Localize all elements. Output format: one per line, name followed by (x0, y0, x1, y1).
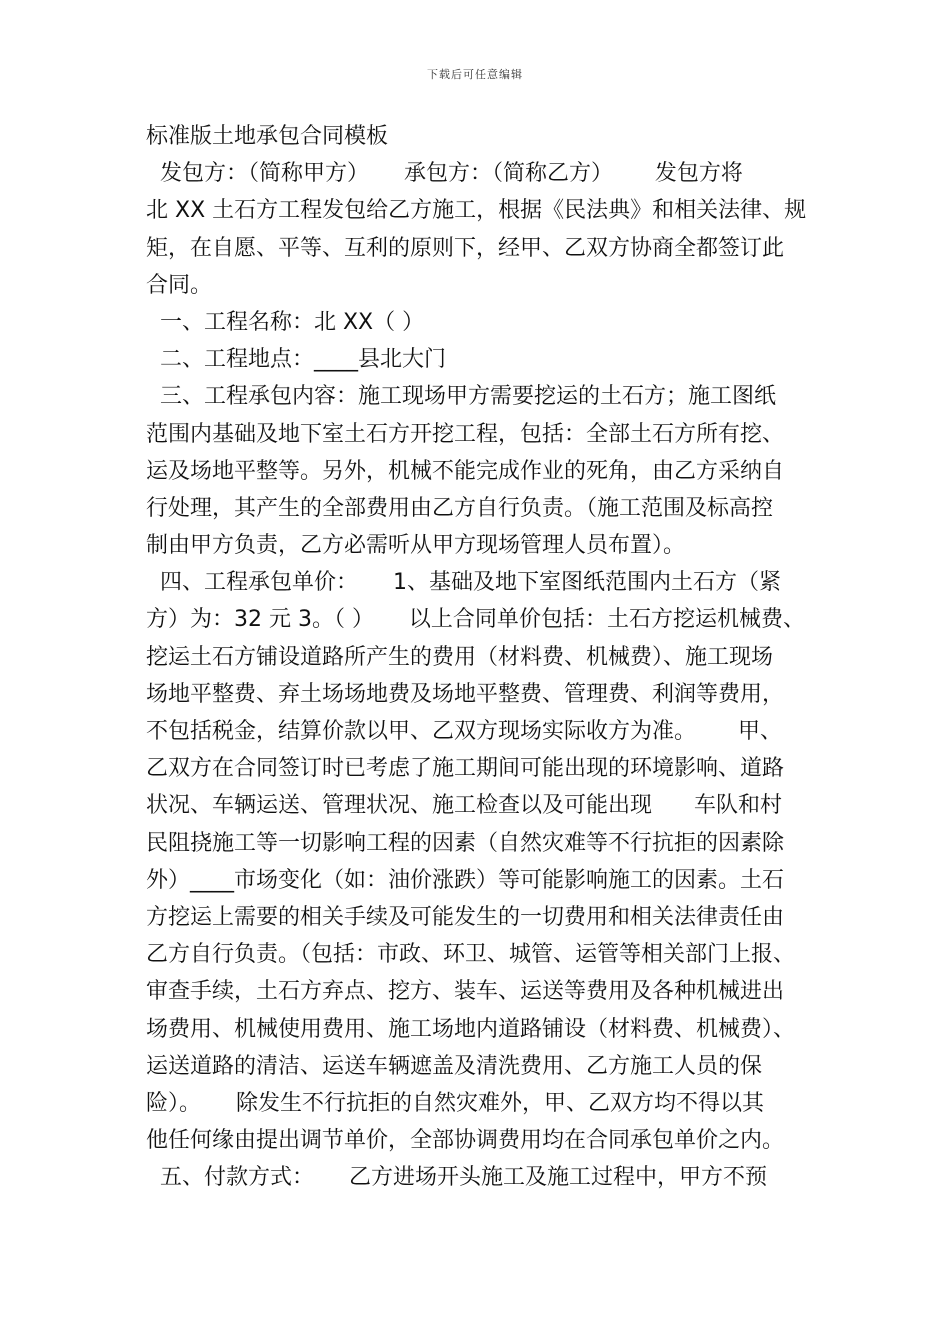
document-line: 合同。 (146, 272, 213, 298)
document-line: 场费用、机械使用费用、施工场地内道路铺设（材料费、机械费）、 (146, 1016, 796, 1042)
document-body (146, 118, 836, 1196)
document-line: 一、工程名称：北 XX（ ） (146, 309, 425, 335)
document-line: 方）为：32 元 3。（ ） 以上合同单价包括：土石方挖运机械费、 (146, 607, 805, 633)
document-line: 行处理，其产生的全部费用由乙方自行负责。（施工范围及标高控 (146, 495, 774, 521)
document-line: 制由甲方负责，乙方必需听从甲方现场管理人员布置）。 (146, 533, 686, 559)
document-line: 他任何缘由提出调节单价，全部协调费用均在合同承包单价之内。 (146, 1128, 785, 1154)
document-line: 民阻挠施工等一切影响工程的因素（自然灾难等不行抗拒的因素除 (146, 830, 785, 856)
document-line: 不包括税金，结算价款以甲、乙双方现场实际收方为准。 甲、 (146, 719, 782, 744)
document-line: 挖运土石方铺设道路所产生的费用（材料费、机械费）、施工现场 (146, 644, 774, 670)
document-line: 范围内基础及地下室土石方开挖工程，包括：全部土石方所有挖、 (146, 421, 785, 447)
document-line: 矩，在自愿、平等、互利的原则下，经甲、乙双方协商全都签订此 (146, 235, 785, 261)
document-line: 乙双方在合同签订时已考虑了施工期间可能出现的环境影响、道路 (146, 756, 785, 782)
document-line: 审查手续，土石方弃点、挖方、装车、运送等费用及各种机械进出 (146, 979, 785, 1005)
page-header-note: 下载后可任意编辑 (427, 68, 523, 81)
document-line: 险）。 除发生不行抗拒的自然灾难外，甲、乙双方均不得以其 (146, 1090, 764, 1116)
document-line: 北 XX 土石方工程发包给乙方施工，根据《民法典》和相关法律、规 (146, 198, 807, 224)
document-line: 五、付款方式： 乙方进场开头施工及施工过程中，甲方不预 (146, 1165, 767, 1191)
document-line: 四、工程承包单价： 1、基础及地下室图纸范围内土石方（紧 (146, 570, 781, 596)
document-line: 二、工程地点：____县北大门 (146, 347, 446, 373)
document-line: 方挖运上需要的相关手续及可能发生的一切费用和相关法律责任由 (146, 904, 785, 930)
document-line: 发包方：（简称甲方） 承包方：（简称乙方） 发包方将 (146, 161, 743, 187)
document-line: 乙方自行负责。（包括：市政、环卫、城管、运管等相关部门上报、 (146, 942, 796, 968)
document-title: 标准版土地承包合同模板 (146, 124, 389, 149)
document-line: 状况、车辆运送、管理状况、施工检查以及可能出现 车队和村 (146, 793, 782, 819)
document-line: 三、工程承包内容：施工现场甲方需要挖运的土石方；施工图纸 (146, 384, 776, 410)
document-line: 场地平整费、弃土场场地费及场地平整费、管理费、利润等费用， (146, 681, 785, 707)
document-line: 外）____市场变化（如：油价涨跌）等可能影响施工的因素。土石 (146, 867, 785, 893)
document-line: 运及场地平整等。另外，机械不能完成作业的死角，由乙方采纳自 (146, 458, 785, 484)
document-line: 运送道路的清洁、运送车辆遮盖及清洗费用、乙方施工人员的保 (146, 1053, 763, 1079)
document-paragraphs (146, 155, 836, 1196)
